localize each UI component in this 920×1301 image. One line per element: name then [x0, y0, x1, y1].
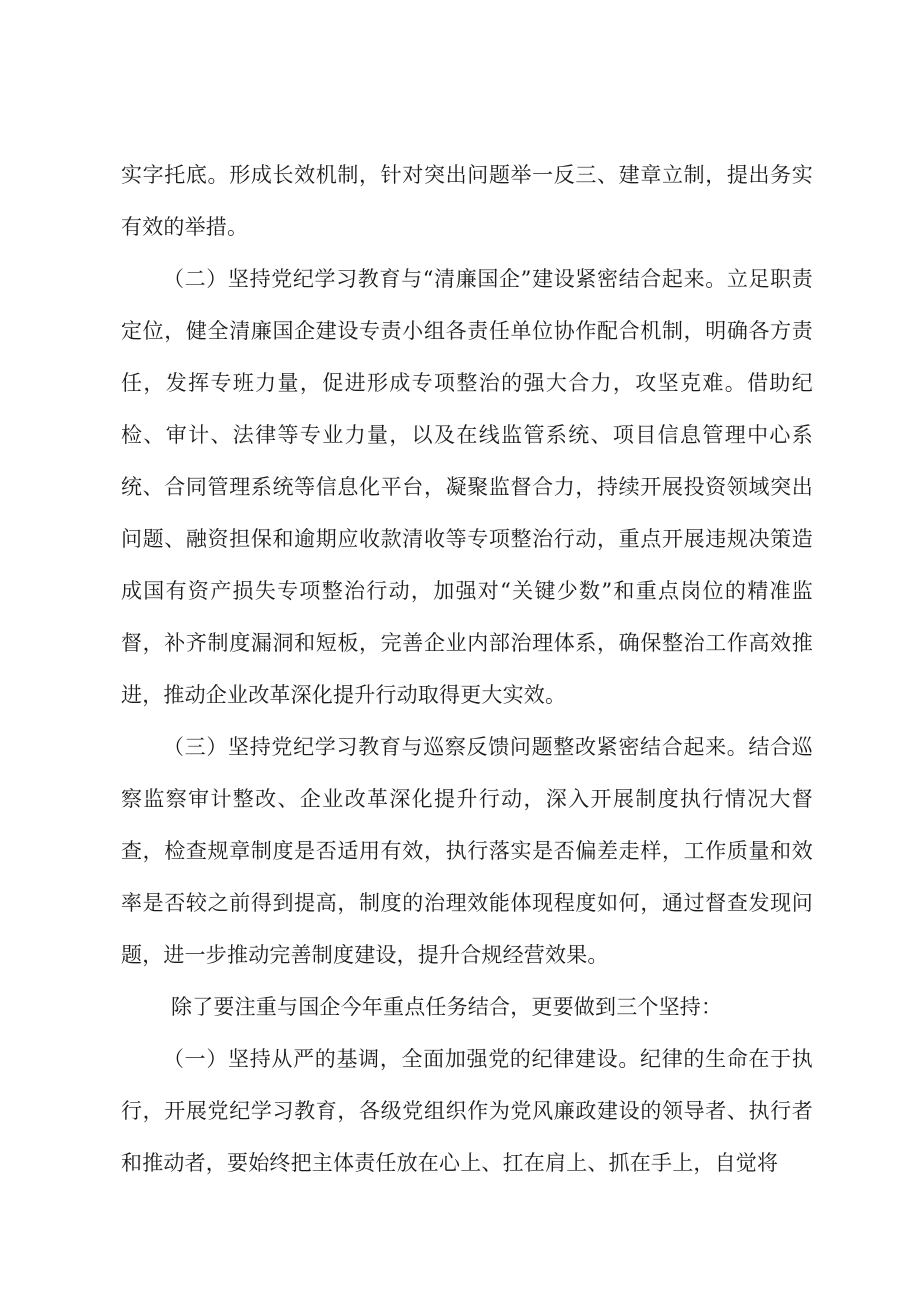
paragraph-section-two: （二）坚持党纪学习教育与“清廉国企”建设紧密结合起来。立足职责定位，健全清廉国企建设专责小组各责任单位协作配合机制，明确各方责任，发挥专班力量，促进形成专项整治的强大合力，攻坚克难。借助纪检、审计、法律等专业力量，以及在线监管系统、项目信息管理中心系统、合同管理系统等信息化平台，凝聚监督合力，持续开展投资领域突出问题、融资担保和逾期应收款清收等专项整治行动，重点开展违规决策造成国有资产损失专项整治行动，加强对“关键少数”和重点岗位的精准监督，补齐制度漏洞和短板，完善企业内部治理体系，确保整治工作高效推进，推动企业改革深化提升行动取得更大实效。	[121, 267, 813, 707]
paragraph-transition: 除了要注重与国企今年重点任务结合，更要做到三个坚持：	[171, 995, 723, 1019]
paragraph-continuation: 实字托底。形成长效机制，针对突出问题举一反三、建章立制，提出务实有效的举措。	[121, 163, 813, 239]
paragraph-section-one: （一）坚持从严的基调，全面加强党的纪律建设。纪律的生命在于执行，开展党纪学习教育，各级党组织作为党风廉政建设的领导者、执行者和推动者，要始终把主体责任放在心上、扛在肩上、抓在手上，自觉将	[121, 1047, 813, 1175]
paragraph-section-three: （三）坚持党纪学习教育与巡察反馈问题整改紧密结合起来。结合巡察监察审计整改、企业改革深化提升行动，深入开展制度执行情况大督查，检查规章制度是否适用有效，执行落实是否偏差走样，工作质量和效率是否较之前得到提高，制度的治理效能体现程度如何，通过督查发现问题，进一步推动完善制度建设，提升合规经营效果。	[121, 735, 813, 967]
document-body	[121, 149, 813, 1189]
